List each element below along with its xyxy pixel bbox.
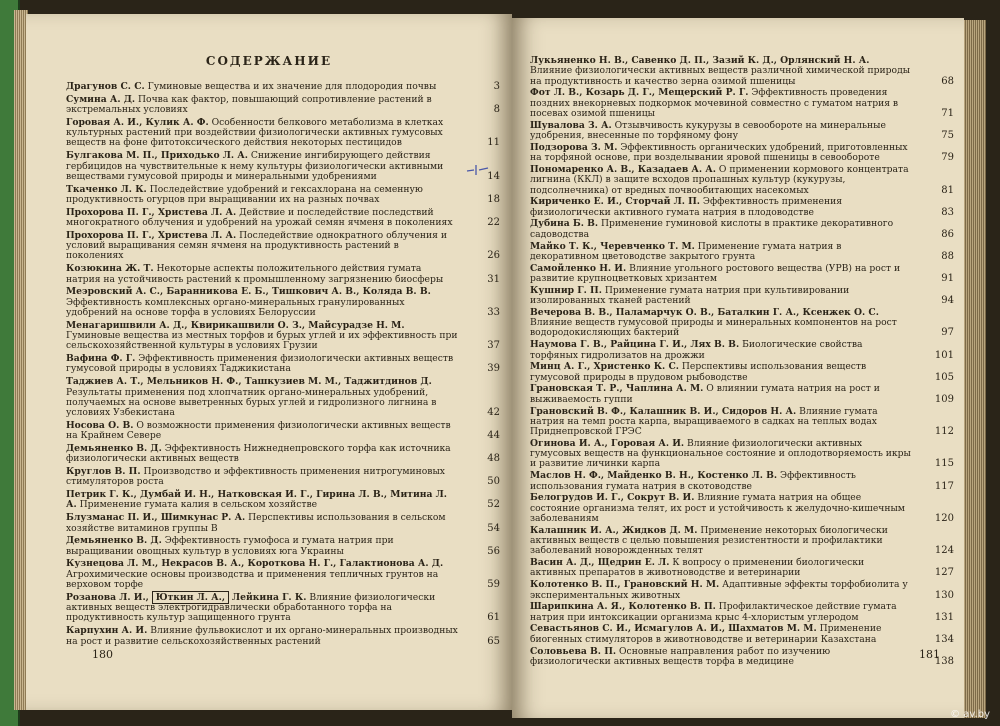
toc-entry	[530, 88, 958, 119]
entry-title: Производство и эффективность применения нитрогуминовых стимуляторов роста	[66, 466, 445, 488]
toc-entry	[530, 439, 958, 470]
toc-entry	[66, 287, 504, 318]
entry-page-number: 91	[941, 272, 954, 284]
toc-entry	[530, 219, 958, 240]
toc-entry	[530, 264, 958, 285]
toc-entry	[66, 208, 504, 229]
entry-title: Применение гуминовой кислоты в практике декоративного садоводства	[530, 218, 894, 240]
entry-title: Эффективность применения физиологически активных веществ гумусовой природы в условиях Таджикистана	[66, 353, 454, 375]
entry-title: Применение гумата калия в сельском хозяйстве	[79, 499, 318, 511]
entry-page-number: 39	[487, 363, 500, 375]
entry-title: Влияние веществ гумусовой природы и минеральных компонентов на рост водородокисляющих бактерий	[530, 317, 897, 339]
toc-entry	[530, 384, 958, 405]
entry-title: Последействие однократного облучения и условий выращивания семян ячменя на продуктивность растений в поколениях	[66, 229, 448, 262]
entry-authors: Севастьянов С. И., Исмагулов А. И., Шахматов М. М.	[530, 623, 817, 635]
entry-authors: Минц А. Г., Христенко К. С.	[530, 361, 679, 373]
toc-entry	[530, 602, 958, 623]
toc-entry	[530, 165, 958, 196]
entry-page-number: 31	[487, 273, 500, 285]
toc-entry	[66, 118, 504, 149]
entry-title: К вопросу о применении биологически активных препаратов в животноводстве и ветеринарии	[530, 557, 865, 579]
entry-authors: Вечерова В. В., Паламарчук О. В., Баталкин Г. А., Ксенжек О. С.	[530, 306, 879, 318]
page-number: 180	[92, 648, 113, 661]
entry-title: Применение гумата натрия в декоративном цветоводстве закрытого грунта	[530, 240, 842, 262]
entry-page-number: 54	[487, 522, 500, 534]
entry-title: О влиянии гумата натрия на рост и выживаемость гуппи	[530, 383, 880, 405]
entry-title: Особенности белкового метаболизма в клетках культурных растений при воздействии физиологически активных гумусовых веществ на фоне фитотоксического действия некоторых пестицидов	[66, 116, 444, 149]
entry-page-number: 138	[934, 655, 954, 667]
toc-entry	[66, 421, 504, 442]
entry-authors: Прохорова П. Г., Христева Л. А.	[66, 206, 237, 218]
entry-title: Почва как фактор, повышающий сопротивление растений в экстремальных условиях	[66, 93, 432, 116]
entry-page-number: 18	[487, 193, 500, 205]
entry-page-number: 52	[487, 499, 500, 511]
entry-title: Влияние физиологически активных веществ электрогидравлически обработанного торфа на продуктивность культур защищенного грунта	[66, 591, 436, 624]
entry-title: О возможности применения физиологически активных веществ на Крайнем Севере	[66, 419, 451, 442]
entry-authors: Петрик Г. К., Думбай И. Н., Натковская И. Г., Гирина Л. В., Митина Л. А.	[66, 489, 447, 511]
toc-entry	[530, 558, 958, 579]
entry-title: О применении кормового концентрата лигнина (ККЛ) в защите всходов пропашных культур (кукурузы, подсолнечника) от вредных почвообитающих насекомых	[530, 163, 909, 196]
entry-title: Последействие удобрений и гексахлорана на семенную продуктивность огурцов при выращивании их на разных почвах	[66, 183, 423, 205]
entry-title: Применение некоторых биологически активных веществ с целью повышения резистентности и профилактики заболеваний новорожденных телят	[530, 524, 888, 557]
toc-entry	[530, 340, 958, 361]
entry-title: Влияние угольного ростового вещества (УРВ) на рост и развитие крупноцветковых хризантем	[530, 262, 901, 284]
toc-entry	[530, 407, 958, 438]
entry-page-number: 11	[487, 137, 500, 149]
toc-entry	[530, 493, 958, 524]
entry-authors: Соловьева В. П.	[530, 645, 617, 657]
entry-authors: Маслов Н. Ф., Майденко В. Н., Костенко Л. В.	[530, 470, 778, 482]
entry-title: Агрохимические основы производства и применения тепличных грунтов на верховом торфе	[66, 568, 439, 591]
entry-page-number: 26	[487, 250, 500, 262]
entry-title: Некоторые аспекты положительного действия гумата натрия на устойчивость растений к промышленному загрязнению биосферы	[66, 263, 444, 285]
entry-title: Перспективы использования веществ гумусовой природы в прудовом рыбоводстве	[530, 361, 867, 383]
toc-entry	[530, 624, 958, 645]
entry-title: Отзывчивость кукурузы в севообороте на минеральные удобрения, внесенные по торфяному фону	[530, 119, 886, 142]
entry-authors: Шувалова З. А.	[530, 119, 612, 131]
toc-entry	[66, 444, 504, 465]
toc-entry	[66, 82, 504, 92]
toc-entry	[66, 151, 504, 182]
entry-authors: Кушнир Г. П.	[530, 284, 602, 296]
entry-title: Эффективность проведения поздних внекорневых подкормок мочевиной совместно с гуматом натрия в посевах озимой пшеницы	[530, 87, 899, 119]
entry-authors: Фот Л. В., Козарь Д. Г., Мещерский Р. Г.	[530, 87, 749, 99]
toc-entry	[66, 185, 504, 206]
entry-page-number: 3	[493, 81, 500, 92]
entry-authors: Наумова Г. В., Райцина Г. И., Лях В. В.	[530, 339, 740, 351]
toc-entry	[66, 467, 504, 488]
entry-page-number: 88	[941, 250, 954, 262]
entry-page-number: 50	[487, 476, 500, 488]
entry-title: Эффективность гумофоса и гумата натрия при выращивании овощных культур в условиях юга Украины	[66, 535, 394, 557]
entry-authors: Дубина Б. В.	[530, 218, 599, 230]
entry-page-number: 37	[487, 340, 500, 352]
toc-entry	[66, 95, 504, 116]
entry-authors: Козюкина Ж. Т.	[66, 263, 154, 275]
entry-title: Перспективы использования в сельском хозяйстве витаминов группы В	[66, 512, 446, 534]
toc-entry	[66, 593, 504, 624]
entry-authors: Грановский В. Ф., Калашник В. И., Сидоров Н. А.	[530, 405, 797, 417]
entry-title: Результаты применения под хлопчатник органо-минеральных удобрений, получаемых на основе выветренных бурых углей и гидролизного лигнина в условиях Узбекистана	[66, 386, 437, 419]
entry-title: Применение гумата натрия при культивировании изолированных тканей растений	[530, 284, 850, 307]
toc-entry	[66, 264, 504, 285]
entry-title: Влияние гумата натрия на общее состояние организма телят, их рост и устойчивость к желудочно-кишечным заболеваниям	[530, 492, 905, 524]
entry-page-number: 94	[941, 295, 954, 307]
toc-entry	[530, 143, 958, 164]
toc-list-left	[66, 82, 504, 649]
entry-page-number: 81	[941, 184, 954, 196]
entry-title: Эффективность использования гумата натрия в скотоводстве	[530, 470, 856, 492]
entry-authors: Горовая А. И., Кулик А. Ф.	[66, 116, 209, 128]
entry-authors-more: Лейкина Г. К.	[231, 591, 307, 603]
toc-entry	[530, 121, 958, 142]
entry-page-number: 8	[493, 104, 500, 116]
entry-title: Эффективность Нижнеднепровского торфа как источника физиологически активных веществ	[66, 443, 451, 465]
entry-title: Влияние фульвокислот и их органо-минеральных производных на рост и развитие сельскохозяйственных растений	[66, 625, 458, 647]
entry-page-number: 97	[941, 327, 954, 339]
toc-entry	[66, 321, 504, 352]
entry-authors: Огинова И. А., Горовая А. И.	[530, 437, 685, 449]
entry-authors: Розанова Л. И.,	[66, 591, 149, 603]
entry-authors: Таджиев А. Т., Мельников Н. Ф., Ташкузиев М. М., Таджитдинов Д.	[66, 376, 432, 388]
entry-page-number: 83	[941, 206, 954, 218]
entry-authors: Сумина А. Д.	[66, 93, 136, 105]
toc-entry	[66, 490, 504, 511]
entry-page-number: 134	[934, 633, 954, 645]
toc-entry	[66, 559, 504, 590]
toc-entry	[530, 647, 958, 668]
entry-authors: Круглов В. П.	[66, 466, 141, 478]
entry-authors: Калашник И. А., Жидков Д. М.	[530, 524, 698, 536]
entry-title: Гуминовые вещества из местных торфов и бурых углей и их эффективность при сельскохозяйственной культуры в условиях Грузии	[66, 330, 458, 352]
entry-page-number: 131	[934, 611, 954, 623]
entry-authors: Блузманас П. И., Шимкунас Р. А.	[66, 512, 246, 524]
entry-page-number: 120	[934, 512, 954, 524]
toc-entry	[530, 286, 958, 307]
entry-page-number: 109	[934, 393, 954, 405]
entry-authors: Карпухин А. И.	[66, 625, 148, 637]
toc-entry	[530, 242, 958, 263]
entry-title: Снижение ингибирующего действия гербицидов на чувствительные к нему культуры физиологически активными веществами гумусовой природы и минеральными удобрениями	[66, 150, 444, 182]
entry-authors: Ткаченко Л. К.	[66, 183, 147, 195]
watermark: © av.by	[950, 709, 990, 720]
entry-title: Действие и последействие последствий многократного облучения и удобрений на урожай семян ячменя в поколениях	[66, 206, 453, 229]
entry-authors: Носова О. В.	[66, 419, 134, 431]
entry-authors: Пономаренко А. В., Казадаев А. А.	[530, 163, 716, 175]
entry-page-number: 115	[934, 458, 954, 470]
entry-page-number: 22	[487, 217, 500, 229]
entry-title: Гуминовые вещества и их значение для плодородия почвы	[147, 81, 437, 92]
entry-authors: Майко Т. К., Черевченко Т. М.	[530, 240, 695, 252]
entry-authors: Подзорова З. М.	[530, 141, 618, 153]
toc-entry	[530, 580, 958, 601]
left-page	[26, 14, 512, 710]
entry-page-number: 56	[487, 545, 500, 557]
entry-page-number: 124	[934, 545, 954, 557]
entry-authors: Прохорова П. Г., Христева Л. А.	[66, 229, 237, 241]
entry-page-number: 117	[934, 480, 954, 492]
entry-page-number: 86	[941, 228, 954, 240]
entry-page-number: 68	[941, 75, 954, 87]
right-page-stack	[962, 20, 986, 718]
entry-page-number: 65	[487, 635, 500, 647]
entry-page-number: 127	[934, 567, 954, 579]
entry-authors: Демьяненко В. Д.	[66, 443, 162, 454]
entry-title: Влияние физиологически активных веществ различной химической природы на продуктивность и качество зерна озимой пшеницы	[530, 65, 911, 87]
page-heading: СОДЕРЖАНИЕ	[205, 54, 333, 68]
entry-page-number: 105	[934, 371, 954, 383]
entry-page-number: 130	[934, 589, 954, 601]
entry-page-number: 61	[487, 612, 500, 624]
entry-authors: Белогрудов И. Г., Сокрут В. И.	[530, 492, 695, 504]
entry-authors: Меэровский А. С., Баранникова Е. Б., Тишкович А. В., Коляда В. В.	[66, 286, 431, 298]
pen-mark-icon	[466, 162, 492, 178]
entry-title: Профилактическое действие гумата натрия при интоксикации организма крыс 4-хлористым углеродом	[530, 601, 897, 623]
toc-entry	[66, 626, 504, 647]
toc-list-right	[530, 56, 958, 669]
entry-page-number: 59	[487, 579, 500, 591]
entry-page-number: 14	[487, 170, 500, 182]
entry-title: Эффективность комплексных органо-минеральных гранулированных удобрений на основе торфа в условиях Белоруссии	[66, 296, 405, 318]
entry-page-number: 101	[934, 349, 954, 361]
entry-title: Эффективность применения физиологически активного гумата натрия в плодоводстве	[530, 196, 843, 218]
entry-authors: Вафина Ф. Г.	[66, 353, 136, 365]
entry-authors: Булгакова М. П., Приходько Л. А.	[66, 150, 248, 162]
toc-entry	[530, 56, 958, 87]
entry-authors: Менагаришвили А. Д., Квирикашвили О. З., Майсурадзе Н. М.	[66, 319, 405, 331]
entry-authors: Васин А. Д., Щедрин Е. Л.	[530, 557, 670, 569]
entry-title: Адаптивные эффекты торфобиолита у экспериментальных животных	[530, 579, 908, 601]
entry-page-number: 44	[487, 430, 500, 442]
right-page	[512, 18, 964, 718]
toc-entry	[530, 471, 958, 492]
toc-entry	[66, 377, 504, 418]
entry-page-number: 33	[487, 306, 500, 318]
entry-title: Применение биогенных стимуляторов в животноводстве и ветеринарии Казахстана	[530, 623, 882, 645]
page-number: 181	[919, 648, 940, 661]
entry-title: Биологические свойства торфяных гидролизатов на дрожжи	[530, 339, 863, 361]
entry-authors: Драгунов С. С.	[66, 81, 145, 92]
entry-authors: Кириченко Е. И., Сторчай Л. П.	[530, 196, 700, 208]
entry-authors: Самойленко Н. И.	[530, 262, 627, 274]
entry-title: Эффективность органических удобрений, приготовленных на торфяной основе, при возделывании яровой пшеницы в севообороте	[530, 141, 908, 164]
entry-authors: Шарипкина А. Я., Колотенко В. П.	[530, 601, 716, 613]
entry-page-number: 48	[487, 453, 500, 465]
toc-entry	[530, 308, 958, 339]
entry-authors: Колотенко В. П., Грановский Н. М.	[530, 579, 720, 591]
toc-entry	[66, 231, 504, 262]
entry-authors: Лукьяненко Н. В., Савенко Д. П., Зазий К. Д., Орлянский Н. А.	[530, 55, 870, 66]
entry-authors: Грановская Т. Р., Чаплина А. М.	[530, 383, 704, 395]
toc-entry	[530, 526, 958, 557]
entry-title: Влияние гумата натрия на темп роста карпа, выращиваемого в садках на теплых водах Приднепровской ГРЭС	[530, 405, 878, 438]
entry-page-number: 112	[934, 426, 954, 438]
entry-title: Основные направления работ по изучению физиологически активных веществ торфа в медицине	[530, 645, 831, 667]
entry-page-number: 79	[941, 152, 954, 164]
entry-page-number: 75	[941, 130, 954, 142]
toc-entry	[66, 513, 504, 534]
entry-page-number: 42	[487, 407, 500, 419]
toc-entry	[530, 197, 958, 218]
entry-authors: Демьяненко В. Д.	[66, 535, 162, 547]
entry-page-number: 71	[941, 107, 954, 119]
entry-title: Влияние физиологически активных гумусовых веществ на функциональное состояние и оплодотворяемость икры и развитие личинки карпа	[530, 437, 911, 470]
entry-authors-boxed: Юткин Л. А.,	[152, 591, 229, 604]
toc-entry	[66, 354, 504, 375]
entry-authors: Кузнецова Л. М., Некрасов В. А., Короткова Н. Г., Галактионова А. Д.	[66, 558, 444, 570]
toc-entry	[530, 362, 958, 383]
toc-entry	[66, 536, 504, 557]
